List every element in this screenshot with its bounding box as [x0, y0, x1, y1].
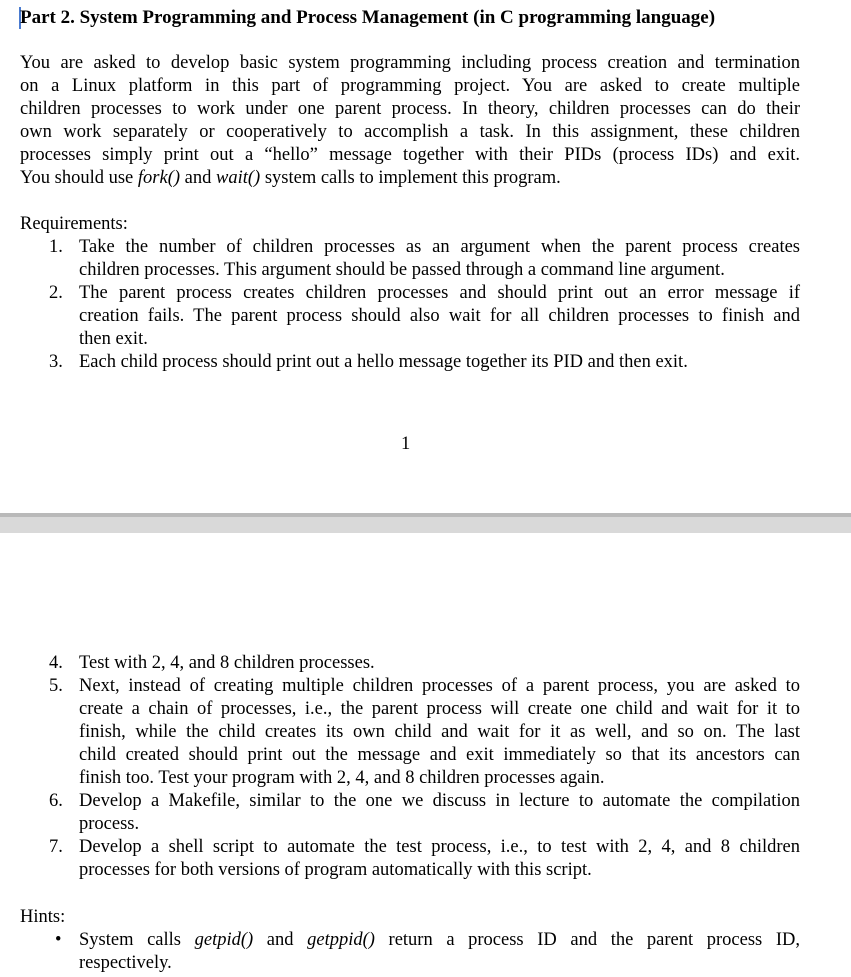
intro-paragraph	[20, 52, 800, 190]
list-item: 7. Develop a shell script to automate the test process, i.e., to test with 2, 4, and 8 children processes for both versions of program automatically with this script.	[49, 837, 800, 880]
hints-label: Hints:	[20, 907, 66, 927]
intro-line: own work separately or cooperatively to accomplish a task. In this assignment, these children	[20, 122, 800, 142]
list-item: 2. The parent process creates children processes and should print out an error message if creation fails. The parent process should also wait for all children processes to finish and then exit.	[49, 283, 800, 349]
page-separator	[0, 513, 851, 533]
list-item: 4. Test with 2, 4, and 8 children processes.	[49, 653, 375, 673]
list-item: • System calls getpid() and getppid() return a process ID and the parent process ID, respectively.	[55, 930, 800, 973]
intro-line: You should use fork() and wait() system calls to implement this program.	[20, 168, 561, 188]
list-item: 6. Develop a Makefile, similar to the one we discuss in lecture to automate the compilation process.	[49, 791, 800, 834]
requirements-list-part1	[0, 236, 800, 374]
bullet-icon: •	[55, 930, 62, 950]
page-number: 1	[401, 434, 411, 454]
intro-line: on a Linux platform in this part of programming project. You are asked to create multiple	[20, 76, 800, 96]
list-item: 3. Each child process should print out a hello message together its PID and then exit.	[49, 352, 688, 372]
requirements-list-part2	[0, 652, 800, 882]
list-item: 1. Take the number of children processes as an argument when the parent process creates children processes. This argument should be passed through a command line argument.	[49, 237, 800, 280]
list-item: 5. Next, instead of creating multiple children processes of a parent process, you are asked to create a chain of processes, i.e., the parent process will create one child and wait for it to finish, while the child creates its own child and wait for it as well, and so on. The last child created should print out the message and exit immediately so that its ancestors can finish too. Test your program with 2, 4, and 8 children processes again.	[49, 676, 800, 788]
section-title: Part 2. System Programming and Process Management (in C programming language)	[20, 7, 716, 28]
intro-line: children processes to work under one parent process. In theory, children processes can do their	[20, 99, 800, 119]
requirements-label: Requirements:	[20, 214, 128, 234]
intro-line: You are asked to develop basic system programming including process creation and termination	[20, 53, 800, 73]
intro-line: processes simply print out a “hello” message together with their PIDs (process IDs) and exit.	[20, 145, 800, 165]
hints-list	[0, 929, 800, 975]
